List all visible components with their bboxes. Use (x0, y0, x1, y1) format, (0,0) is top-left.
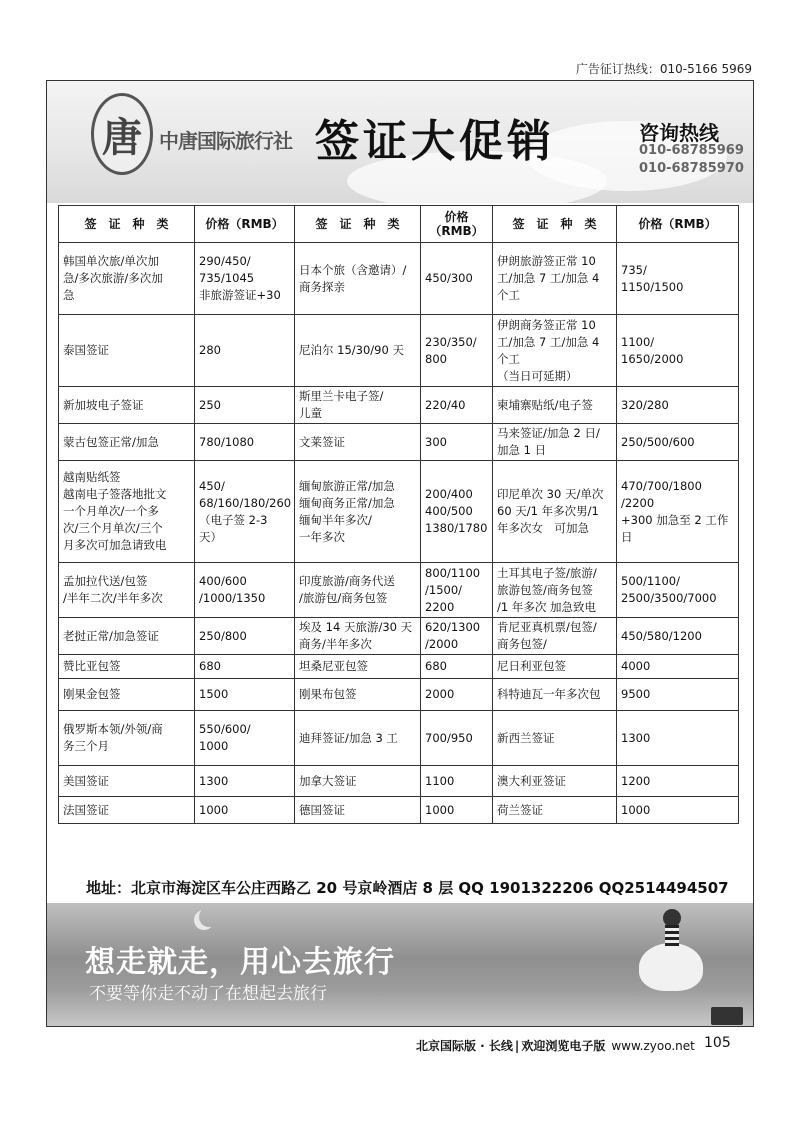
visa-type-cell: 柬埔寨贴纸/电子签 (493, 387, 617, 424)
price-cell: 290/450/ 735/1045 非旅游签证+30 (195, 243, 295, 315)
price-cell: 1500 (195, 679, 295, 711)
price-cell: 780/1080 (195, 424, 295, 461)
visa-type-cell: 韩国单次旅/单次加 急/多次旅游/多次加 急 (59, 243, 195, 315)
price-cell: 300 (421, 424, 493, 461)
visa-type-cell: 荷兰签证 (493, 797, 617, 824)
table-row (59, 618, 739, 655)
table-row (59, 711, 739, 766)
visa-type-cell: 缅甸旅游正常/加急 缅甸商务正常/加急 缅甸半年多次/ 一年多次 (295, 461, 421, 563)
visa-type-cell: 孟加拉代送/包签 /半年二次/半年多次 (59, 563, 195, 618)
visa-type-cell: 德国签证 (295, 797, 421, 824)
visa-type-cell: 文莱签证 (295, 424, 421, 461)
visa-type-cell: 迪拜签证/加急 3 工 (295, 711, 421, 766)
slogan-main: 想走就走，用心去旅行 (85, 945, 395, 980)
visa-type-cell: 尼泊尔 15/30/90 天 (295, 315, 421, 387)
price-cell: 220/40 (421, 387, 493, 424)
price-cell: 450/ 68/160/180/260 （电子签 2-3 天） (195, 461, 295, 563)
visa-type-cell: 肯尼亚真机票/包签/ 商务包签/ (493, 618, 617, 655)
visa-type-cell: 法国签证 (59, 797, 195, 824)
welcome-text: 欢迎浏览电子版 (521, 1039, 606, 1053)
visa-type-cell: 越南贴纸签 越南电子签落地批文 一个月单次/一个多 次/三个月单次/三个 月多次可加急请致电 (59, 461, 195, 563)
price-cell: 200/400 400/500 1380/1780 (421, 461, 493, 563)
agency-logo: 唐 (91, 93, 153, 175)
price-cell: 1100 (421, 766, 493, 797)
price-cell: 250 (195, 387, 295, 424)
visa-type-cell: 土耳其电子签/旅游/ 旅游包签/商务包签 /1 年多次 加急致电 (493, 563, 617, 618)
column-header-price: 价格 （RMB） (421, 206, 493, 243)
price-cell: 800/1100 /1500/ 2200 (421, 563, 493, 618)
visa-type-cell: 老挝正常/加急签证 (59, 618, 195, 655)
agency-name: 中唐国际旅行社 (159, 129, 292, 153)
visa-type-cell: 澳大利亚签证 (493, 766, 617, 797)
visa-type-cell: 刚果金包签 (59, 679, 195, 711)
table-body (59, 243, 739, 824)
table-row (59, 655, 739, 679)
visa-type-cell: 加拿大签证 (295, 766, 421, 797)
table-header-row (59, 206, 739, 243)
price-cell: 735/ 1150/1500 (617, 243, 739, 315)
column-header-visa-type: 签 证 种 类 (295, 206, 421, 243)
visa-type-cell: 伊朗商务签正常 10 工/加急 7 工/加急 4 个工 （当日可延期） (493, 315, 617, 387)
table-row (59, 679, 739, 711)
slogan-sub: 不要等你走不动了在想起去旅行 (89, 984, 327, 1004)
price-cell: 4000 (617, 655, 739, 679)
table-row (59, 461, 739, 563)
price-cell: 250/500/600 (617, 424, 739, 461)
visa-type-cell: 埃及 14 天旅游/30 天 商务/半年多次 (295, 618, 421, 655)
consult-phone-1: 010-68785969 (639, 143, 744, 158)
price-cell: 320/280 (617, 387, 739, 424)
consult-phone-2: 010-68785970 (639, 161, 744, 176)
footer-separator: | (514, 1039, 520, 1053)
price-cell: 1100/ 1650/2000 (617, 315, 739, 387)
column-header-visa-type: 签 证 种 类 (493, 206, 617, 243)
moon-icon (199, 907, 219, 927)
price-cell: 620/1300 /2000 (421, 618, 493, 655)
price-cell: 1300 (195, 766, 295, 797)
header-banner (47, 81, 753, 203)
visa-type-cell: 尼日利亚包签 (493, 655, 617, 679)
visa-type-cell: 日本个旅（含邀请）/ 商务探亲 (295, 243, 421, 315)
price-cell: 700/950 (421, 711, 493, 766)
visa-type-cell: 赞比亚包签 (59, 655, 195, 679)
visa-type-cell: 新加坡电子签证 (59, 387, 195, 424)
visa-type-cell: 美国签证 (59, 766, 195, 797)
visa-type-cell: 印度旅游/商务代送 /旅游包/商务包签 (295, 563, 421, 618)
table-row (59, 243, 739, 315)
column-header-price: 价格（RMB） (617, 206, 739, 243)
suitcase-icon (711, 1007, 743, 1025)
price-cell: 250/800 (195, 618, 295, 655)
table-row (59, 424, 739, 461)
price-cell: 9500 (617, 679, 739, 711)
price-cell: 1000 (617, 797, 739, 824)
price-cell: 680 (421, 655, 493, 679)
visa-type-cell: 印尼单次 30 天/单次 60 天/1 年多次男/1 年多次女 可加急 (493, 461, 617, 563)
price-cell: 450/300 (421, 243, 493, 315)
traveler-figure-icon (639, 943, 703, 991)
price-cell: 1200 (617, 766, 739, 797)
visa-type-cell: 泰国签证 (59, 315, 195, 387)
price-cell: 680 (195, 655, 295, 679)
price-cell: 230/350/ 800 (421, 315, 493, 387)
footer-banner (47, 903, 753, 1026)
visa-type-cell: 马来签证/加急 2 日/ 加急 1 日 (493, 424, 617, 461)
column-header-visa-type: 签 证 种 类 (59, 206, 195, 243)
visa-type-cell: 俄罗斯本领/外领/商 务三个月 (59, 711, 195, 766)
price-cell: 1300 (617, 711, 739, 766)
visa-type-cell: 刚果布包签 (295, 679, 421, 711)
visa-type-cell: 伊朗旅游签正常 10 工/加急 7 工/加急 4 个工 (493, 243, 617, 315)
table-row (59, 315, 739, 387)
banner-title: 签证大促销 (315, 116, 555, 167)
price-cell: 2000 (421, 679, 493, 711)
table-row (59, 563, 739, 618)
ad-hotline: 广告征订热线：010-5166 5969 (575, 62, 752, 76)
price-cell: 470/700/1800 /2200 +300 加急至 2 工作 日 (617, 461, 739, 563)
column-header-price: 价格（RMB） (195, 206, 295, 243)
visa-type-cell: 斯里兰卡电子签/ 儿童 (295, 387, 421, 424)
consult-hotline-label: 咨询热线 (639, 121, 719, 145)
address-line: 地址：北京市海淀区车公庄西路乙 20 号京岭酒店 8 层 QQ 1901322206 QQ2514494507 (86, 879, 729, 897)
price-cell: 400/600 /1000/1350 (195, 563, 295, 618)
visa-type-cell: 坦桑尼亚包签 (295, 655, 421, 679)
table-row (59, 766, 739, 797)
visa-type-cell: 蒙古包签正常/加急 (59, 424, 195, 461)
visa-type-cell: 科特迪瓦一年多次包 (493, 679, 617, 711)
price-cell: 280 (195, 315, 295, 387)
table-row (59, 387, 739, 424)
website-link[interactable]: www.zyoo.net (611, 1039, 695, 1053)
price-cell: 450/580/1200 (617, 618, 739, 655)
price-cell: 550/600/ 1000 (195, 711, 295, 766)
table-row (59, 797, 739, 824)
edition-name: 北京国际版 · 长线 (416, 1039, 513, 1053)
visa-type-cell: 新西兰签证 (493, 711, 617, 766)
price-cell: 1000 (195, 797, 295, 824)
price-cell: 500/1100/ 2500/3500/7000 (617, 563, 739, 618)
page-footer (416, 1037, 695, 1054)
visa-price-table (58, 205, 739, 824)
price-cell: 1000 (421, 797, 493, 824)
page-number: 105 (704, 1035, 731, 1051)
traveler-body-icon (665, 925, 679, 947)
